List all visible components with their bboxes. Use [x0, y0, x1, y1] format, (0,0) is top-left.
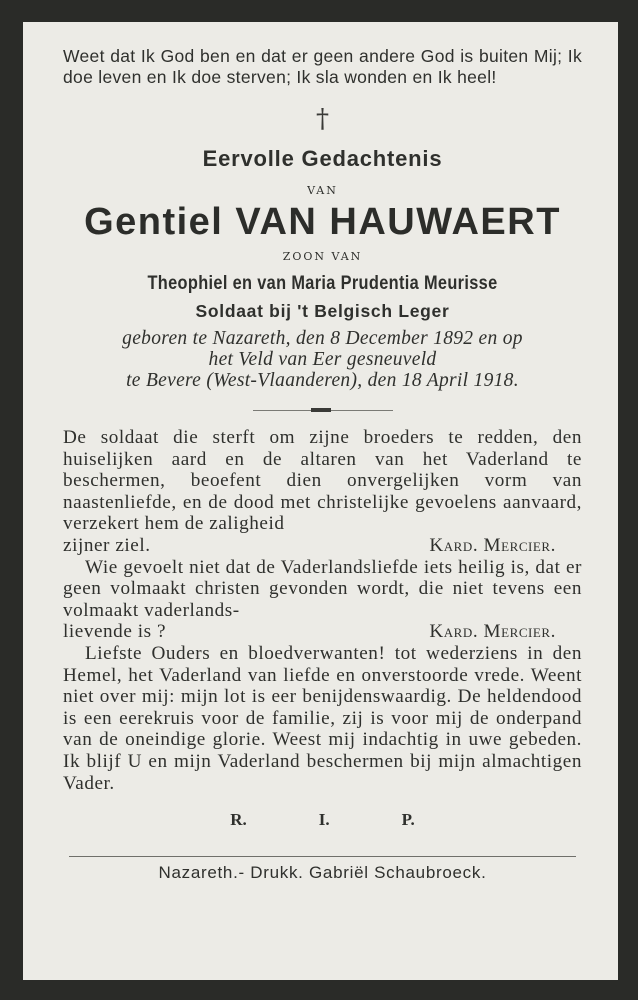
footer-divider	[69, 856, 576, 857]
quote-signature-row	[63, 535, 582, 557]
ornamental-divider	[253, 405, 393, 417]
bible-verse: Weet dat Ik God ben en dat er geen andere God is buiten Mij; Ik doe leven en Ik doe sterven; Ik sla wonden en Ik heel!	[63, 46, 582, 87]
cross-icon: †	[316, 104, 329, 134]
memorial-heading: Eervolle Gedachtenis	[202, 146, 443, 171]
born-line: te Bevere (West-Vlaanderen), den 18 April 1918.	[126, 370, 519, 391]
paragraph-end: zijner ziel.	[63, 534, 151, 556]
parents-names: Theophiel en van Maria Prudentia Meurisse	[147, 273, 498, 294]
quote-author: Kard. Mercier.	[429, 621, 556, 643]
paragraph-patriotism-quote: Wie gevoelt niet dat de Vaderlandsliefde iets heilig is, dat er geen volmaakt christen gevonden wordt, die niet tevens een volmaakt vaderlands-	[63, 556, 582, 621]
printer-credit: Nazareth.- Drukk. Gabriël Schaubroeck.	[158, 863, 487, 883]
paragraph-farewell: Liefste Ouders en bloedverwanten! tot wederziens in den Hemel, het Vaderland van liefde en onverstoorde vrede. Weent niet over mij: mijn lot is eer benijdenswaardig. De heldendood is een eerekruis voor de familie, zij is voor mij de onderpand van de oneindige glorie. Weest mij indachtig in uwe gebeden. Ik blijf U en mijn Vaderland beschermen bij mijn almachtigen Vader.	[63, 642, 582, 794]
paragraph-end: lievende is ?	[63, 621, 167, 643]
soldier-rank: Soldaat bij 't Belgisch Leger	[195, 301, 450, 321]
memorial-card	[23, 22, 618, 980]
born-line: geboren te Nazareth, den 8 December 1892 en op	[122, 328, 523, 349]
paragraph-soldier-quote: De soldaat die sterft om zijne broeders te redden, den huiselijken aard en de altaren van het Vaderland te beschermen, beoefent dien onvergelijken vorm van naastenliefde, en de dood met christelijke gevoelens aanvaard, verzekert hem de zaligheid	[63, 427, 582, 535]
rip-initials	[63, 810, 582, 830]
zoon-van-label: ZOON VAN	[282, 250, 363, 263]
rip-letter: R.	[230, 810, 247, 830]
van-label: VAN	[307, 184, 338, 197]
born-line: het Veld van Eer gesneuveld	[208, 349, 437, 370]
quote-signature-row	[63, 621, 582, 643]
rip-letter: P.	[401, 810, 415, 830]
birth-death-details	[63, 328, 582, 391]
rip-letter: I.	[318, 810, 330, 830]
deceased-name: Gentiel VAN HAUWAERT	[84, 201, 561, 243]
quote-author: Kard. Mercier.	[429, 534, 556, 556]
